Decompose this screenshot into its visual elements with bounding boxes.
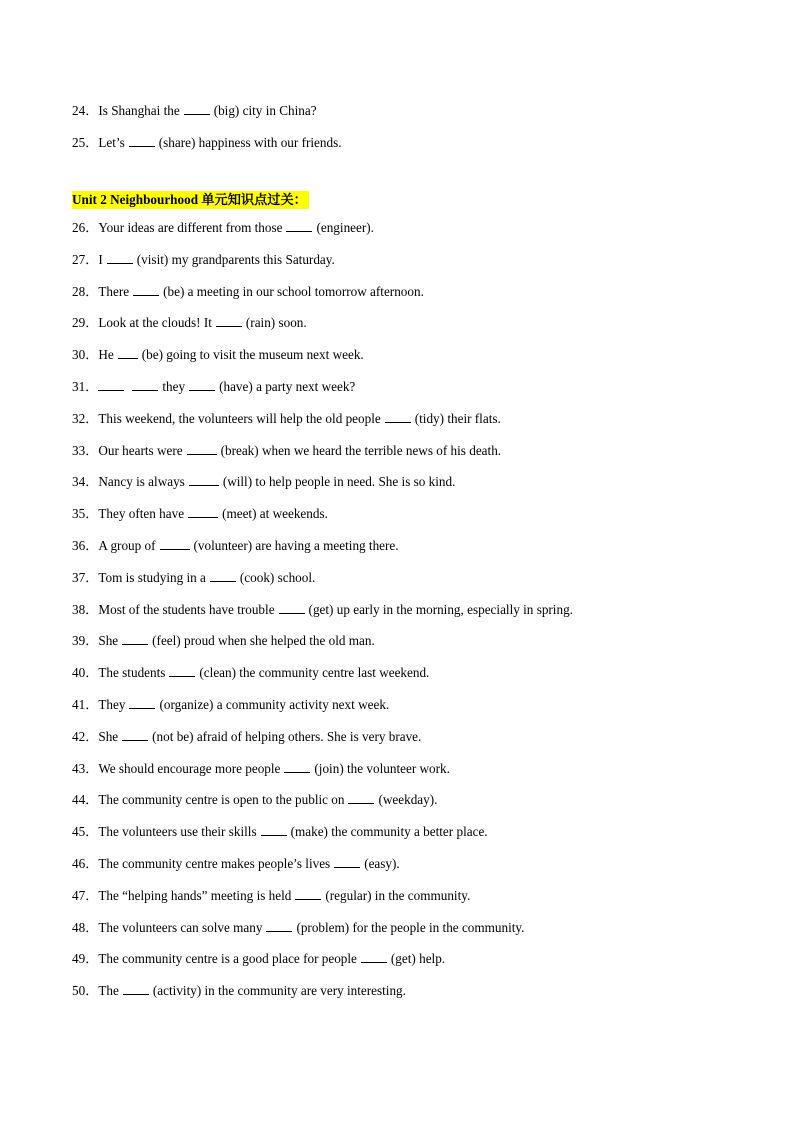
question-27 [72,251,335,269]
question-29 [72,314,307,332]
question-25 [72,134,342,152]
question-30 [72,346,364,364]
question-text: They [98,697,126,712]
question-24 [72,102,317,120]
answer-blank[interactable] [169,665,195,677]
answer-blank[interactable] [123,983,149,995]
question-number: 34． [72,474,99,490]
question-text: (cook) school. [239,569,316,585]
question-32 [72,410,501,428]
question-43 [72,760,450,778]
question-number: 31． [72,379,99,394]
question-text: (get) help. [390,951,446,967]
question-text: Most of the students have trouble [98,601,275,617]
answer-blank[interactable] [133,284,159,296]
question-number: 32． [72,410,99,426]
question-number: 37． [72,569,99,585]
question-text: The [98,983,119,999]
answer-blank[interactable] [286,220,312,232]
question-text: they [162,379,186,394]
question-text: Let’s [98,135,125,150]
question-text: Our hearts were [98,442,183,458]
question-text: There [98,283,130,299]
question-text: (volunteer) are having a meeting there. [193,538,399,553]
question-text: (be) a meeting in our school tomorrow afternoon. [163,283,424,299]
question-number: 47． [72,887,99,903]
question-text: Look at the clouds! It [98,315,212,331]
answer-blank[interactable] [261,824,287,836]
question-text: (engineer). [316,220,374,235]
question-text: The volunteers use their skills [98,824,257,840]
question-text: (break) when we heard the terrible news of his death. [220,442,502,458]
answer-blank[interactable] [189,379,215,391]
answer-blank[interactable] [122,729,148,741]
answer-blank[interactable] [187,443,217,455]
question-45 [72,823,488,841]
question-44 [72,791,437,809]
question-number: 43． [72,760,99,776]
answer-blank[interactable] [107,252,133,264]
question-number: 45． [72,824,99,840]
question-number: 42． [72,728,99,744]
question-number: 50． [72,983,99,999]
question-number: 33． [72,442,99,458]
question-number: 36． [72,538,99,553]
question-number: 38． [72,601,99,617]
question-33 [72,442,501,460]
question-number: 46． [72,856,99,871]
question-28 [72,283,424,301]
question-text: (big) city in China? [213,103,317,118]
question-text: (meet) at weekends. [222,506,328,522]
question-number: 39． [72,633,99,649]
question-48 [72,919,524,937]
question-text: (visit) my grandparents this Saturday. [136,251,335,267]
question-text: Is Shanghai the [98,103,180,118]
question-text: Your ideas are different from those [98,220,283,235]
question-number: 35． [72,506,99,522]
answer-blank[interactable] [279,602,305,614]
answer-blank[interactable] [160,538,190,550]
answer-blank[interactable] [216,315,242,327]
question-41 [72,696,389,714]
question-text: A group of [98,538,156,553]
question-text: He [98,347,114,363]
question-text: I [98,251,103,267]
answer-blank[interactable] [385,411,411,423]
question-39 [72,632,375,650]
question-number: 49． [72,951,99,967]
question-text: (feel) proud when she helped the old man. [152,633,375,649]
question-number: 29． [72,315,99,331]
answer-blank[interactable] [189,474,219,486]
question-text: (activity) in the community are very interesting. [152,983,406,999]
answer-blank[interactable] [284,761,310,773]
answer-blank[interactable] [129,135,155,147]
question-49 [72,950,445,968]
answer-blank[interactable] [361,951,387,963]
question-text: (join) the volunteer work. [314,760,450,776]
question-50 [72,982,406,1000]
question-number: 30． [72,347,99,363]
question-text: (will) to help people in need. She is so kind. [222,474,456,490]
question-42 [72,728,421,746]
answer-blank[interactable] [266,920,292,932]
answer-blank[interactable] [188,506,218,518]
question-37 [72,569,315,587]
question-text: She [98,633,119,649]
question-text: (have) a party next week? [219,379,356,394]
question-38 [72,601,573,619]
answer-blank[interactable] [98,379,124,391]
question-26 [72,219,374,237]
question-number: 48． [72,919,99,935]
question-text: The students [98,665,166,681]
question-text: (problem) for the people in the community. [296,919,525,935]
answer-blank[interactable] [334,856,360,868]
question-text: The volunteers can solve many [98,919,263,935]
question-46 [72,855,400,873]
question-34 [72,473,455,491]
question-text: We should encourage more people [98,760,281,776]
question-47 [72,887,470,905]
question-text: (organize) a community activity next week. [159,697,390,712]
question-text: Nancy is always [98,474,185,490]
answer-blank[interactable] [132,379,158,391]
question-number: 27． [72,251,99,267]
question-text: (rain) soon. [245,315,307,331]
question-35 [72,505,328,523]
question-text: She [98,728,119,744]
answer-blank[interactable] [122,633,148,645]
answer-blank[interactable] [118,347,138,359]
question-text: (tidy) their flats. [414,410,501,426]
question-text: (share) happiness with our friends. [158,135,342,150]
answer-blank[interactable] [295,888,321,900]
answer-blank[interactable] [210,570,236,582]
question-text: (clean) the community centre last weekend. [199,665,430,681]
question-text: (get) up early in the morning, especially in spring. [308,601,573,617]
question-text: (be) going to visit the museum next week. [141,347,364,363]
question-text: This weekend, the volunteers will help the old people [98,410,381,426]
question-number: 40． [72,665,99,681]
question-number: 41． [72,697,99,712]
question-number: 28． [72,283,99,299]
answer-blank[interactable] [348,792,374,804]
question-text: The community centre makes people’s lives [98,856,331,871]
question-40 [72,664,429,682]
question-number: 26． [72,220,99,235]
question-31 [72,378,355,396]
question-number: 44． [72,792,99,808]
answer-blank[interactable] [184,103,210,115]
question-number: 25． [72,135,99,150]
answer-blank[interactable] [129,697,155,709]
question-text: (regular) in the community. [325,887,471,903]
question-text: (not be) afraid of helping others. She is very brave. [152,728,422,744]
question-text: The “helping hands” meeting is held [98,887,292,903]
question-text: The community centre is open to the public on [98,792,345,808]
question-number: 24． [72,103,99,118]
section-heading: Unit 2 Neighbourhood 单元知识点过关： [72,192,307,207]
question-text: (make) the community a better place. [290,824,488,840]
question-text: Tom is studying in a [98,569,206,585]
question-text: They often have [98,506,185,522]
question-36 [72,537,399,555]
question-text: The community centre is a good place for people [98,951,357,967]
question-text: (weekday). [378,792,438,808]
question-text: (easy). [364,856,400,871]
